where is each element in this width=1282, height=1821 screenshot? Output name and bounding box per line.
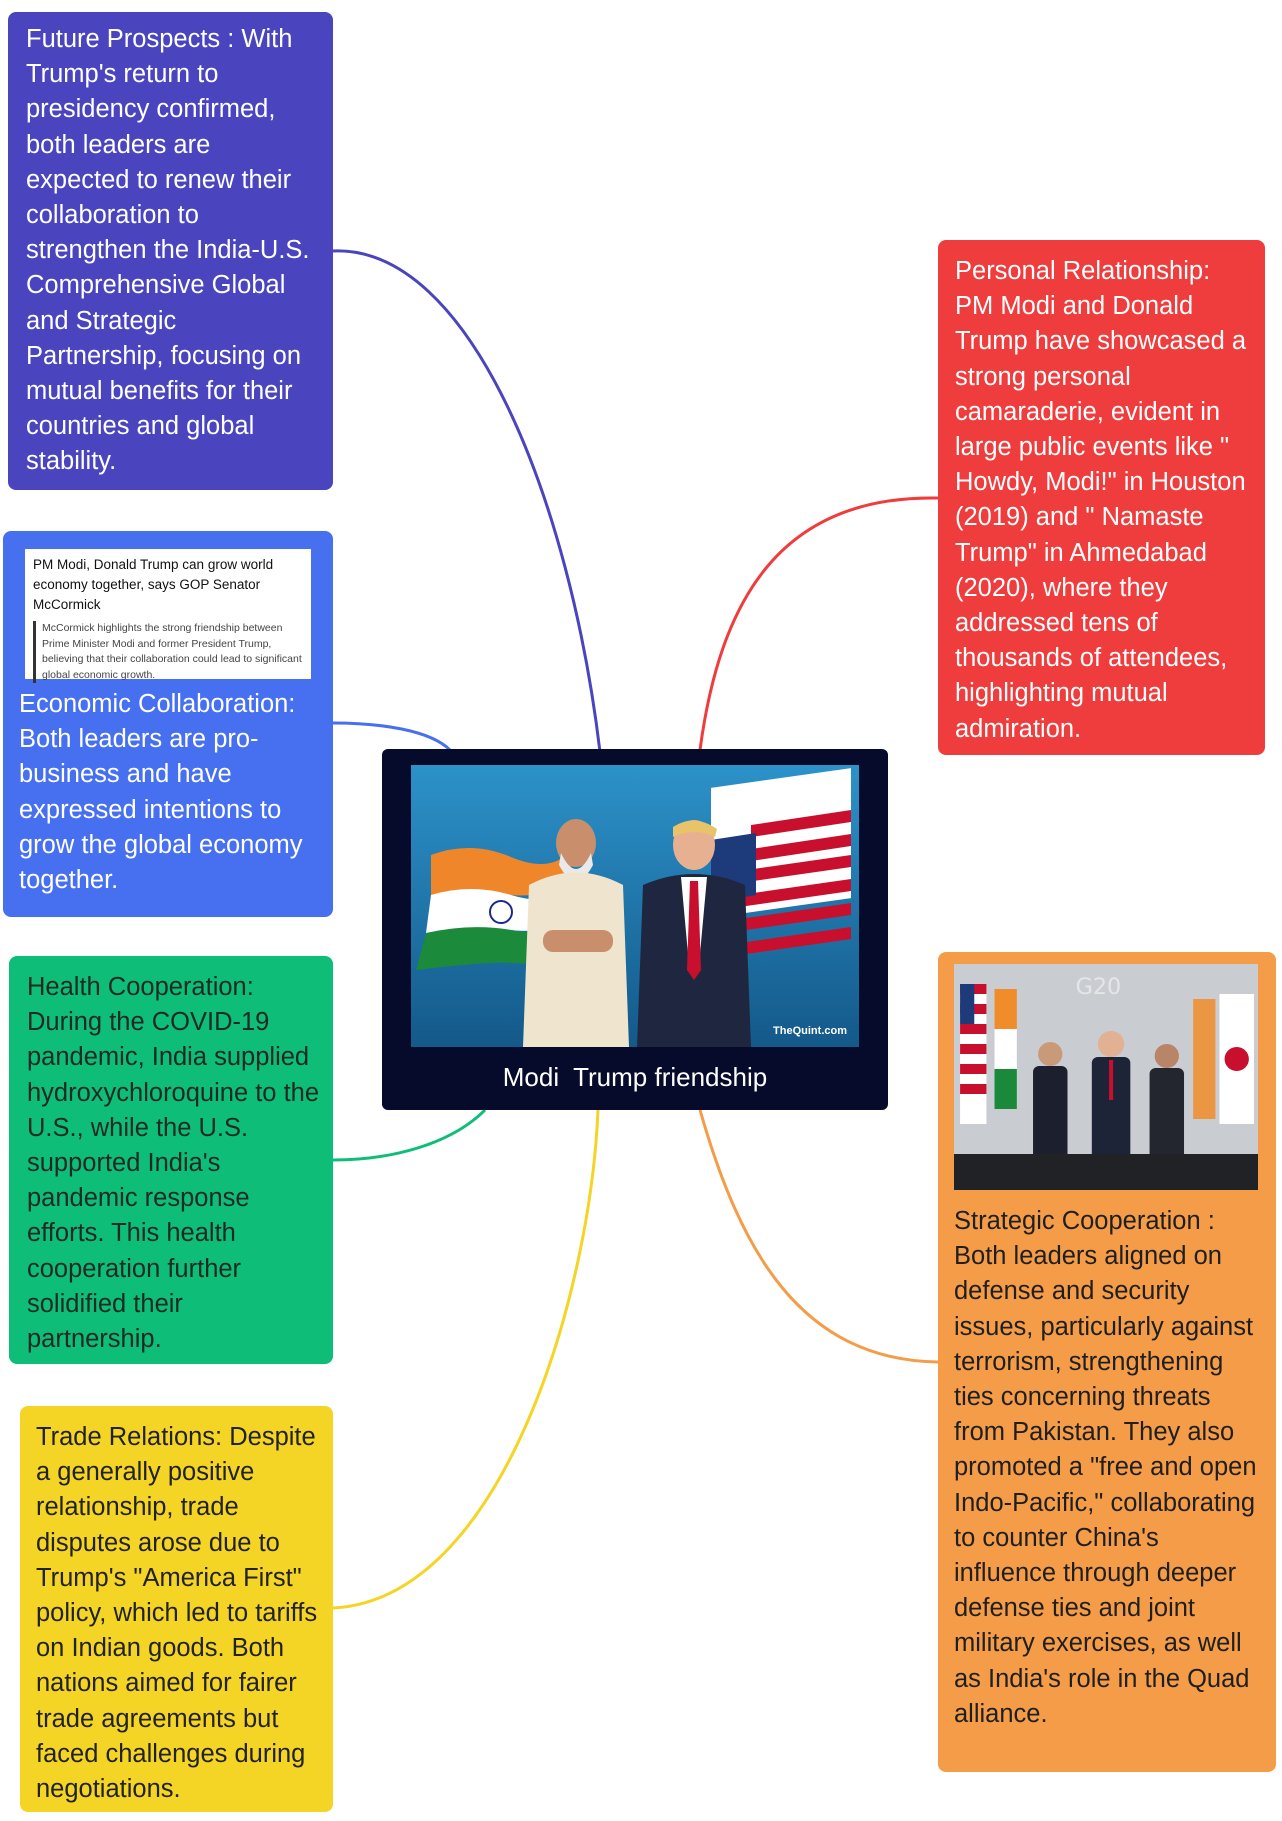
personal-relationship-text: Personal Relationship: PM Modi and Donald Trump have showcased a strong personal camaraderie, evident in large public events like " Howdy, Modi!" in Houston (2019) and " Namaste Trump" in Ahmedabad (2020), where they addressed tens of thousands of attendees, highlighting mutual admiration. [955,257,1247,743]
node-economic-collaboration[interactable] [3,531,333,917]
central-topic-node[interactable] [382,749,888,1110]
japan-flag-icon [1219,994,1253,1124]
connector-trade [333,1110,598,1608]
strategic-cooperation-text: Strategic Cooperation : Both leaders aligned on defense and security issues, particularly against terrorism, strengthening ties concerning threats from Pakistan. They also promoted a "free and open Indo-Pacific," collaborating to counter China's influence through deeper defense ties and joint military exercises, as well as India's role in the Quad alliance. [954,1207,1257,1728]
future-prospects-text: Future Prospects : With Trump's return to presidency confirmed, both leaders are expected to renew their collaboration to strengthen the India-U.S. Comprehensive Global and Strategic Partnership, focusing on mutual benefits for their countries and global stability. [26,25,310,476]
node-health-cooperation[interactable] [9,956,333,1364]
article-headline: PM Modi, Donald Trump can grow world economy together, says GOP Senator McCormick [33,557,274,612]
node-personal-relationship[interactable] [938,240,1265,755]
connector-health [333,1110,485,1160]
connector-future [333,251,600,752]
photo-watermark: TheQuint.com [773,1025,847,1037]
modi-trump-photo [411,765,859,1047]
article-summary: McCormick highlights the strong friendship between Prime Minister Modi and former President Trump, believing that their collaboration could lead to significant global economic growth. [33,621,305,683]
connector-economic [333,723,450,750]
trade-relations-text: Trade Relations: Despite a generally positive relationship, trade disputes arose due to Trump's "America First" policy, which led to tariffs on Indian goods. Both nations aimed for fairer trade agreements but faced challenges during negotiations. [36,1423,318,1804]
node-future-prospects[interactable] [8,12,333,490]
connector-strategic [700,1110,938,1362]
node-trade-relations[interactable] [20,1406,333,1812]
node-strategic-cooperation[interactable] [938,952,1276,1772]
g20-leaders-photo [954,964,1258,1190]
connector-personal [700,498,938,750]
central-topic-title: Modi Trump friendship [502,1062,768,1092]
svg-text:G20: G20 [1075,974,1122,1000]
us-flag-icon [960,984,986,1124]
economic-collaboration-text: Economic Collaboration: Both leaders are pro-business and have expressed intentions to grow the global economy together. [19,690,303,895]
modi-trump-illustration [411,765,859,1047]
leader-figures [1033,1031,1184,1167]
health-cooperation-text: Health Cooperation: During the COVID-19 pandemic, India supplied hydroxychloroquine to the U.S., while the U.S. supported India's pandemic response efforts. This health cooperation further solidified their partnership. [27,973,320,1354]
news-article-thumbnail [25,549,311,679]
india-flag-icon [995,989,1017,1109]
g20-photo-illustration [954,964,1258,1190]
